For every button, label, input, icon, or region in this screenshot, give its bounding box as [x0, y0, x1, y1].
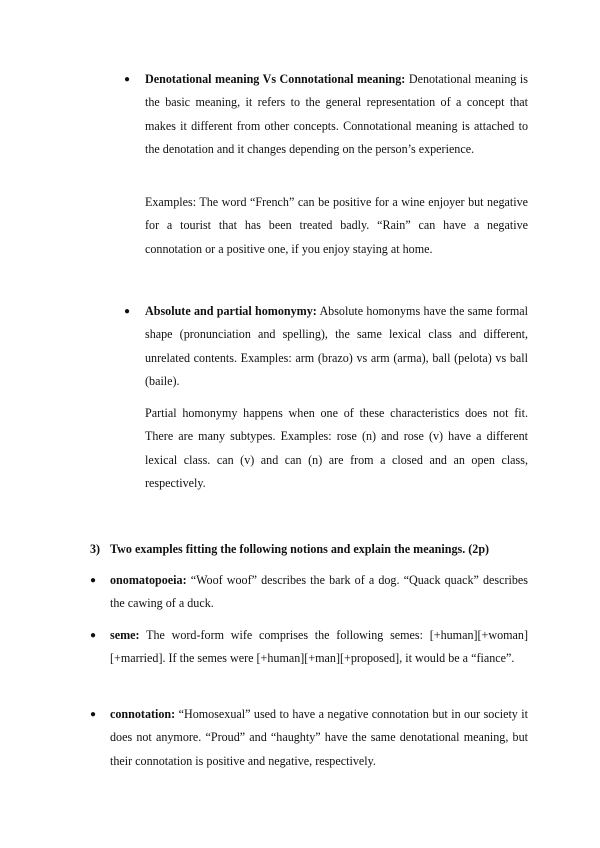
onomatopoeia-text: “Woof woof” describes the bark of a dog. “Quack quack” describes the cawing of a duck.	[110, 573, 528, 611]
onomatopoeia-term: onomatopoeia:	[110, 573, 187, 587]
denotational-examples	[145, 191, 528, 261]
bullet-icon: ●	[90, 575, 97, 586]
connotation-text: “Homosexual” used to have a negative connotation but in our society it does not anymore. “Proud” and “haughty” have the same denotational meaning, but their connotation is positive and negative, respectively.	[110, 707, 528, 768]
connotation-item	[110, 703, 528, 773]
bullet-icon: ●	[90, 630, 97, 641]
homonymy-definition: Absolute homonyms have the same formal shape (pronunciation and spelling), the same lexical class and different, unrelated contents. Examples: arm (brazo) vs arm (arma), ball (pelota) vs ball (baile).	[145, 304, 528, 389]
homonymy-paragraph	[145, 300, 528, 394]
partial-homonymy-text: Partial homonymy happens when one of these characteristics does not fit. There are many subtypes. Examples: rose (n) and rose (v) have a different lexical class. can (v) and can (n) are from a closed and an open class, respectively.	[145, 406, 528, 491]
homonymy-term: Absolute and partial homonymy:	[145, 304, 317, 318]
bullet-icon: ●	[90, 709, 97, 720]
seme-text: The word-form wife comprises the following semes: [+human][+woman][+married]. If the semes were [+human][+man][+proposed], it would be a “fiance”.	[110, 628, 528, 666]
denotational-definition: Denotational meaning is the basic meaning, it refers to the general representation of a concept that makes it different from other concepts. Connotational meaning is attached to the denotation and it changes depending on the person’s experience.	[145, 72, 528, 157]
question-number: 3)	[90, 542, 101, 556]
partial-homonymy-paragraph	[145, 402, 528, 496]
bullet-icon: ●	[124, 306, 131, 317]
bullet-icon: ●	[124, 74, 131, 85]
connotation-term: connotation:	[110, 707, 176, 721]
denotational-term: Denotational meaning Vs Connotational meaning:	[145, 72, 406, 86]
denotational-examples-text: Examples: The word “French” can be positive for a wine enjoyer but negative for a tourist that has been treated badly. “Rain” can have a negative connotation or a positive one, if you enjoy staying at home.	[145, 195, 528, 256]
seme-term: seme:	[110, 628, 140, 642]
question-heading	[90, 538, 530, 561]
seme-item	[110, 624, 528, 671]
onomatopoeia-item	[110, 569, 528, 616]
question-text: Two examples fitting the following notions and explain the meanings. (2p)	[110, 542, 490, 556]
denotational-paragraph	[145, 68, 528, 162]
